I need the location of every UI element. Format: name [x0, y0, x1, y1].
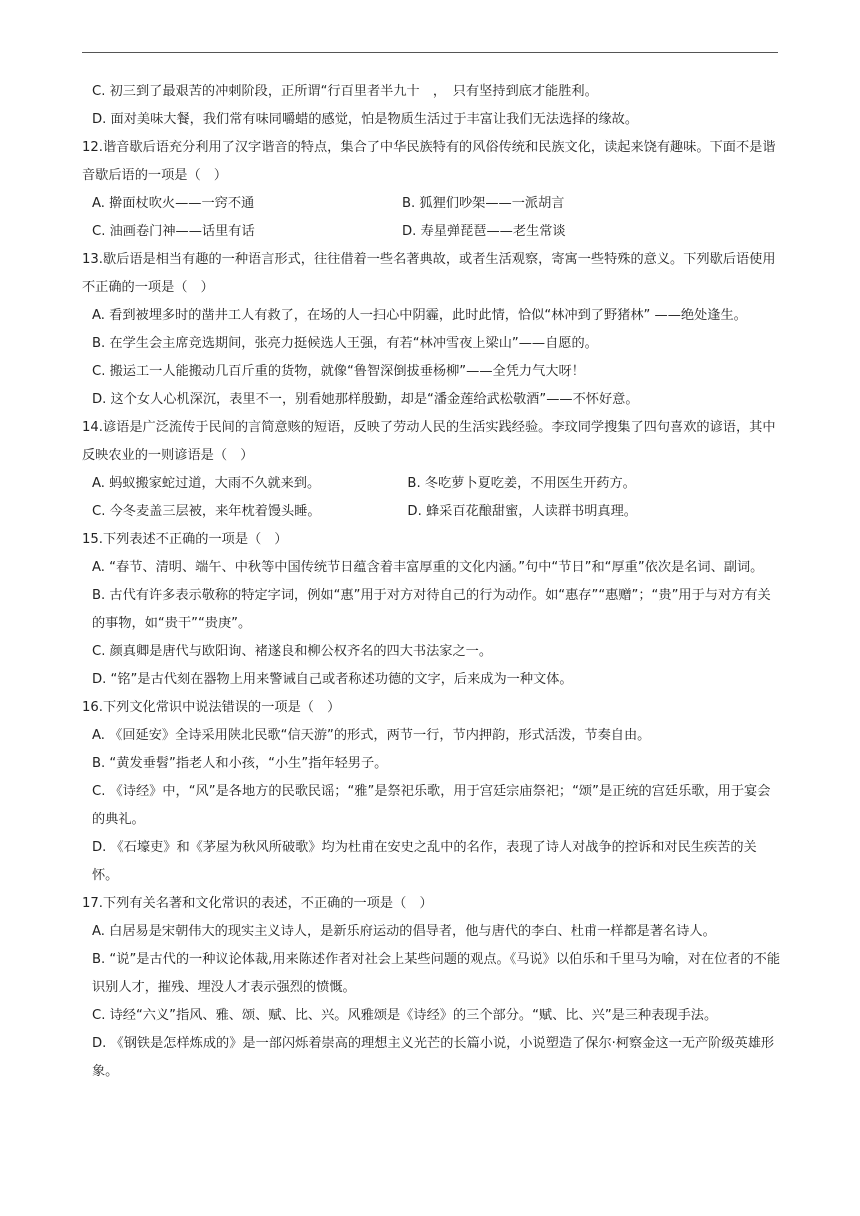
q15-option-a: A. “春节、清明、端午、中秋等中国传统节日蕴含着丰富厚重的文化内涵。”句中“节日”和“厚重”依次是名词、副词。	[92, 560, 764, 575]
q15-option-d: D. “铭”是古代刻在器物上用来警诫自己或者称述功德的文字，后来成为一种文体。	[92, 672, 573, 687]
q13-stem: 13.歇后语是相当有趣的一种语言形式，往往借着一些名著典故，或者生活观察，寄寓一些特殊的意义。下列歇后语使用不正确的一项是（ ）	[82, 252, 776, 295]
q15-option-c: C. 颜真卿是唐代与欧阳询、褚遂良和柳公权齐名的四大书法家之一。	[92, 644, 493, 659]
q16-stem: 16.下列文化常识中说法错误的一项是（ ）	[82, 700, 341, 715]
q17-option-d: D. 《钢铁是怎样炼成的》是一部闪烁着崇高的理想主义光芒的长篇小说，小说塑造了保尔·柯察金这一无产阶级英雄形象。	[92, 1036, 775, 1079]
q17-option-a: A. 白居易是宋朝伟大的现实主义诗人，是新乐府运动的倡导者，他与唐代的李白、杜甫一样都是著名诗人。	[92, 924, 716, 939]
q12-option-a: A. 擀面杖吹火——一窍不通	[92, 196, 255, 211]
exam-content	[82, 78, 782, 1086]
q17-stem: 17.下列有关名著和文化常识的表述，不正确的一项是（ ）	[82, 896, 433, 911]
q12-options-row1	[82, 190, 782, 218]
q13-option-c: C. 搬运工一人能搬动几百斤重的货物，就像“鲁智深倒拔垂杨柳”——全凭力气大呀！	[92, 364, 585, 379]
q14-option-d: D. 蜂采百花酿甜蜜，人读群书明真理。	[407, 504, 637, 519]
q16-option-d: D. 《石壕吏》和《茅屋为秋风所破歌》均为杜甫在安史之乱中的名作，表现了诗人对战争的控诉和对民生疾苦的关怀。	[92, 840, 757, 883]
q13-option-b: B. 在学生会主席竞选期间，张亮力挺候选人王强，有若“林冲雪夜上梁山”——自愿的。	[92, 336, 598, 351]
header-rule	[82, 52, 778, 53]
q13-option-d: D. 这个女人心机深沉，表里不一，别看她那样殷勤，却是“潘金莲给武松敬酒”——不怀好意。	[92, 392, 639, 407]
q11-option-c: C. 初三到了最艰苦的冲刺阶段，正所谓“行百里者半九十 ， 只有坚持到底才能胜利。	[92, 84, 598, 99]
q16-option-c: C. 《诗经》中，“风”是各地方的民歌民谣；“雅”是祭祀乐歌，用于宫廷宗庙祭祀；“颂”是正统的宫廷乐歌，用于宴会的典礼。	[92, 784, 771, 827]
q12-option-c: C. 油画卷门神——话里有话	[92, 224, 255, 239]
q14-options-row1	[82, 470, 782, 498]
q14-option-c: C. 今冬麦盖三层被，来年枕着馒头睡。	[92, 504, 321, 519]
q12-option-b: B. 狐狸们吵架——一派胡言	[402, 196, 565, 211]
q14-stem: 14.谚语是广泛流传于民间的言简意赅的短语，反映了劳动人民的生活实践经验。李玟同学搜集了四句喜欢的谚语，其中反映农业的一则谚语是（ ）	[82, 420, 776, 463]
q17-option-c: C. 诗经“六义”指风、雅、颂、赋、比、兴。风雅颂是《诗经》的三个部分。“赋、比、兴”是三种表现手法。	[92, 1008, 718, 1023]
q14-option-a: A. 蚂蚁搬家蛇过道，大雨不久就来到。	[92, 476, 321, 491]
q16-option-a: A. 《回延安》全诗采用陕北民歌“信天游”的形式，两节一行，节内押韵，形式活泼，节奏自由。	[92, 728, 651, 743]
q17-option-b: B. “说”是古代的一种议论体裁,用来陈述作者对社会上某些问题的观点。《马说》以伯乐和千里马为喻，对在位者的不能识别人才，摧残、埋没人才表示强烈的愤慨。	[92, 952, 781, 995]
q11-option-d: D. 面对美味大餐，我们常有味同嚼蜡的感觉，怕是物质生活过于丰富让我们无法选择的缘故。	[92, 112, 639, 127]
q15-stem: 15.下列表述不正确的一项是（ ）	[82, 532, 288, 547]
q13-option-a: A. 看到被埋多时的凿井工人有救了，在场的人一扫心中阴霾，此时此情，恰似“林冲到了野猪林” ——绝处逢生。	[92, 308, 747, 323]
q14-options-row2	[82, 498, 782, 526]
q15-option-b: B. 古代有许多表示敬称的特定字词，例如“惠”用于对方对待自己的行为动作。如“惠存”“惠赠”；“贵”用于与对方有关的事物，如“贵干”“贵庚”。	[92, 588, 771, 631]
q12-options-row2	[82, 218, 782, 246]
q12-stem: 12.谐音歇后语充分利用了汉字谐音的特点，集合了中华民族特有的风俗传统和民族文化，读起来饶有趣味。下面不是谐音歇后语的一项是（ ）	[82, 140, 776, 183]
q14-option-b: B. 冬吃萝卜夏吃姜，不用医生开药方。	[407, 476, 636, 491]
q12-option-d: D. 寿星弹琵琶——老生常谈	[402, 224, 566, 239]
q16-option-b: B. “黄发垂髫”指老人和小孩，“小生”指年轻男子。	[92, 756, 388, 771]
